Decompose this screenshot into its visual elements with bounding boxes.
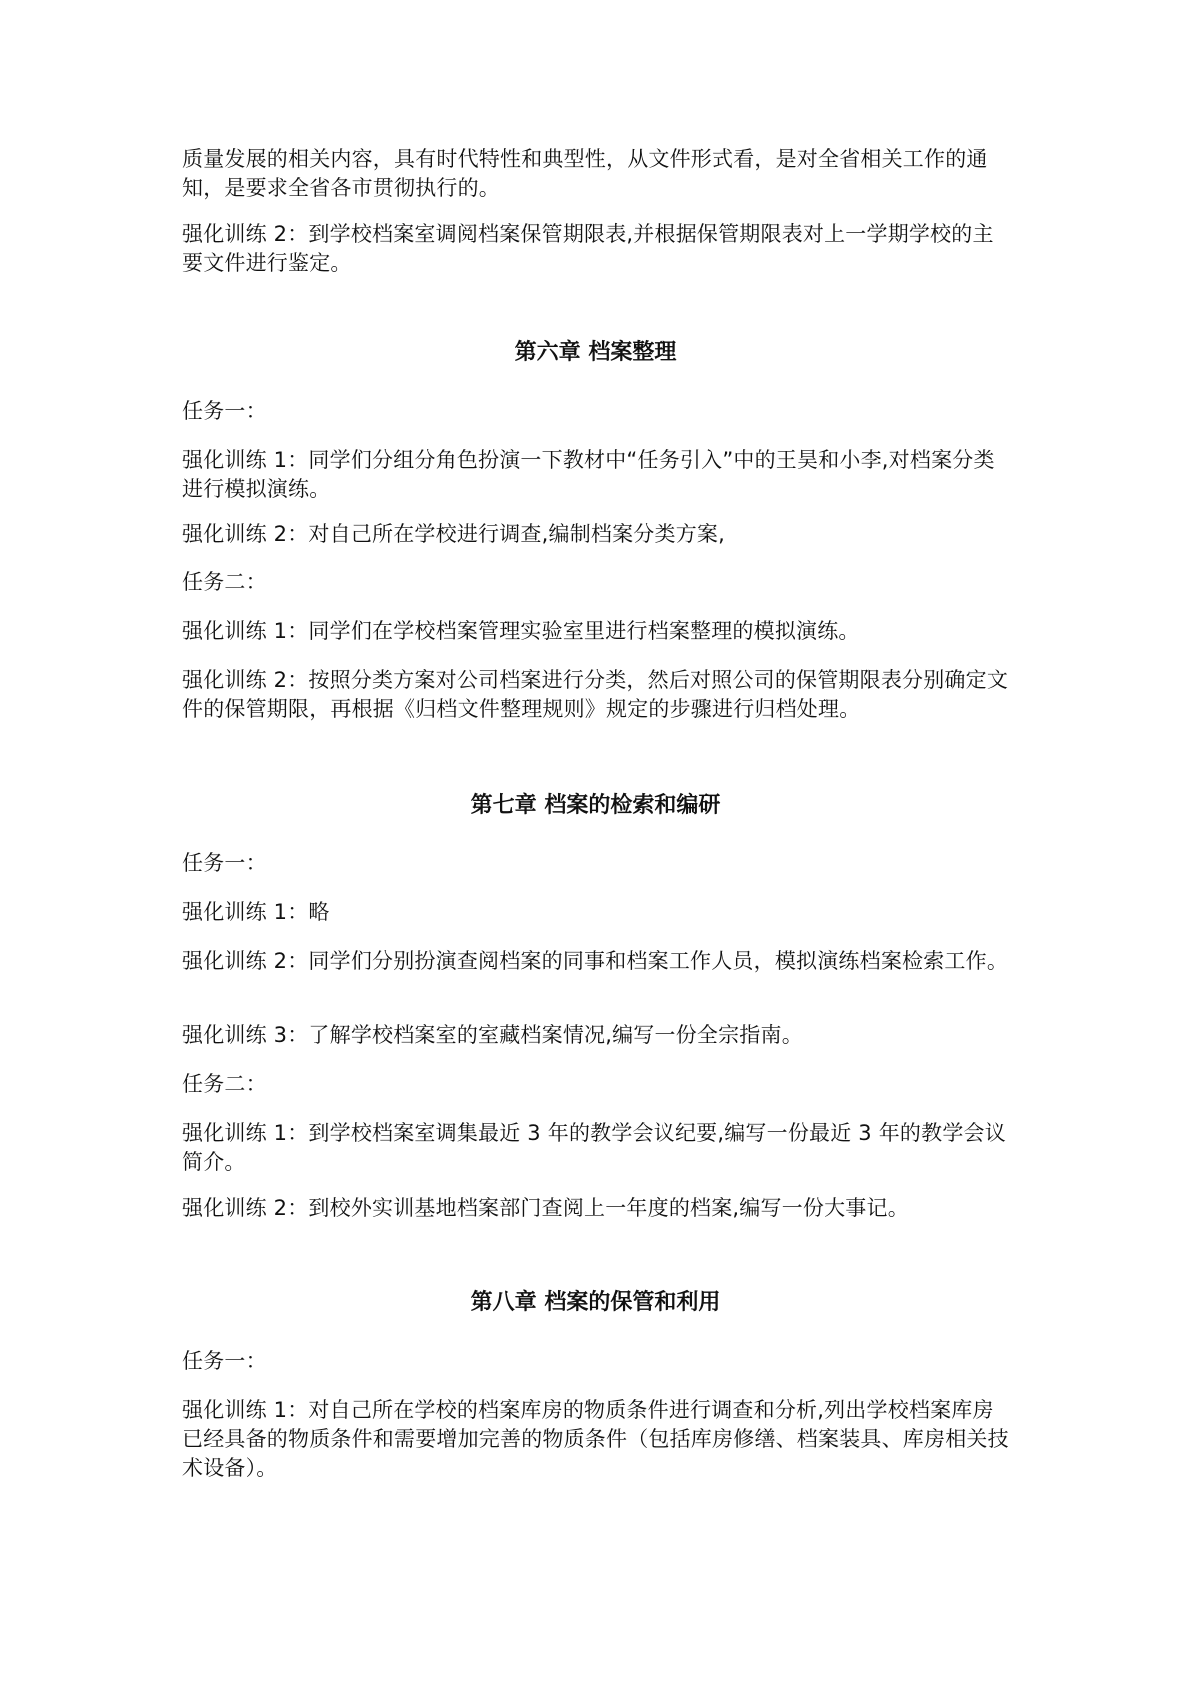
chapter-7-task-1-exercise-1: 强化训练 1：略 (182, 900, 330, 924)
intro-paragraph: 质量发展的相关内容，具有时代特性和典型性，从文件形式看，是对全省相关工作的通知，是要求全省各市贯彻执行的。 (182, 147, 988, 200)
chapter-6-title: 第六章 档案整理 (514, 340, 677, 365)
chapter-7-task-1-label: 任务一： (182, 851, 267, 875)
intro-exercise-2: 强化训练 2：到学校档案室调阅档案保管期限表,并根据保管期限表对上一学期学校的主要文件进行鉴定。 (182, 222, 994, 275)
chapter-6-task-2-exercise-1: 强化训练 1：同学们在学校档案管理实验室里进行档案整理的模拟演练。 (182, 619, 860, 643)
chapter-6-task-2-label: 任务二： (182, 570, 267, 594)
chapter-8-title: 第八章 档案的保管和利用 (470, 1290, 721, 1315)
chapter-7-task-2-label: 任务二： (182, 1072, 267, 1096)
chapter-7-task-2-exercise-1: 强化训练 1：到学校档案室调集最近 3 年的教学会议纪要,编写一份最近 3 年的教学会议简介。 (182, 1121, 1006, 1174)
chapter-7-title: 第七章 档案的检索和编研 (470, 793, 721, 818)
chapter-6-task-1-exercise-2: 强化训练 2：对自己所在学校进行调查,编制档案分类方案, (182, 522, 725, 546)
chapter-7-task-2-exercise-2: 强化训练 2：到校外实训基地档案部门查阅上一年度的档案,编写一份大事记。 (182, 1196, 909, 1220)
chapter-6-task-1-exercise-1: 强化训练 1：同学们分组分角色扮演一下教材中“任务引入”中的王昊和小李,对档案分类进行模拟演练。 (182, 448, 995, 501)
chapter-7-task-1-exercise-3: 强化训练 3：了解学校档案室的室藏档案情况,编写一份全宗指南。 (182, 1023, 803, 1047)
chapter-8-task-1-label: 任务一： (182, 1349, 267, 1373)
chapter-6-task-1-label: 任务一： (182, 399, 267, 423)
chapter-6-task-2-exercise-2: 强化训练 2：按照分类方案对公司档案进行分类，然后对照公司的保管期限表分别确定文件的保管期限，再根据《归档文件整理规则》规定的步骤进行归档处理。 (182, 668, 1009, 721)
chapter-8-task-1-exercise-1: 强化训练 1：对自己所在学校的档案库房的物质条件进行调查和分析,列出学校档案库房已经具备的物质条件和需要增加完善的物质条件（包括库房修缮、档案装具、库房相关技术设备）。 (182, 1398, 1009, 1480)
chapter-7-task-1-exercise-2: 强化训练 2：同学们分别扮演查阅档案的同事和档案工作人员，模拟演练档案检索工作。 (182, 949, 1009, 973)
